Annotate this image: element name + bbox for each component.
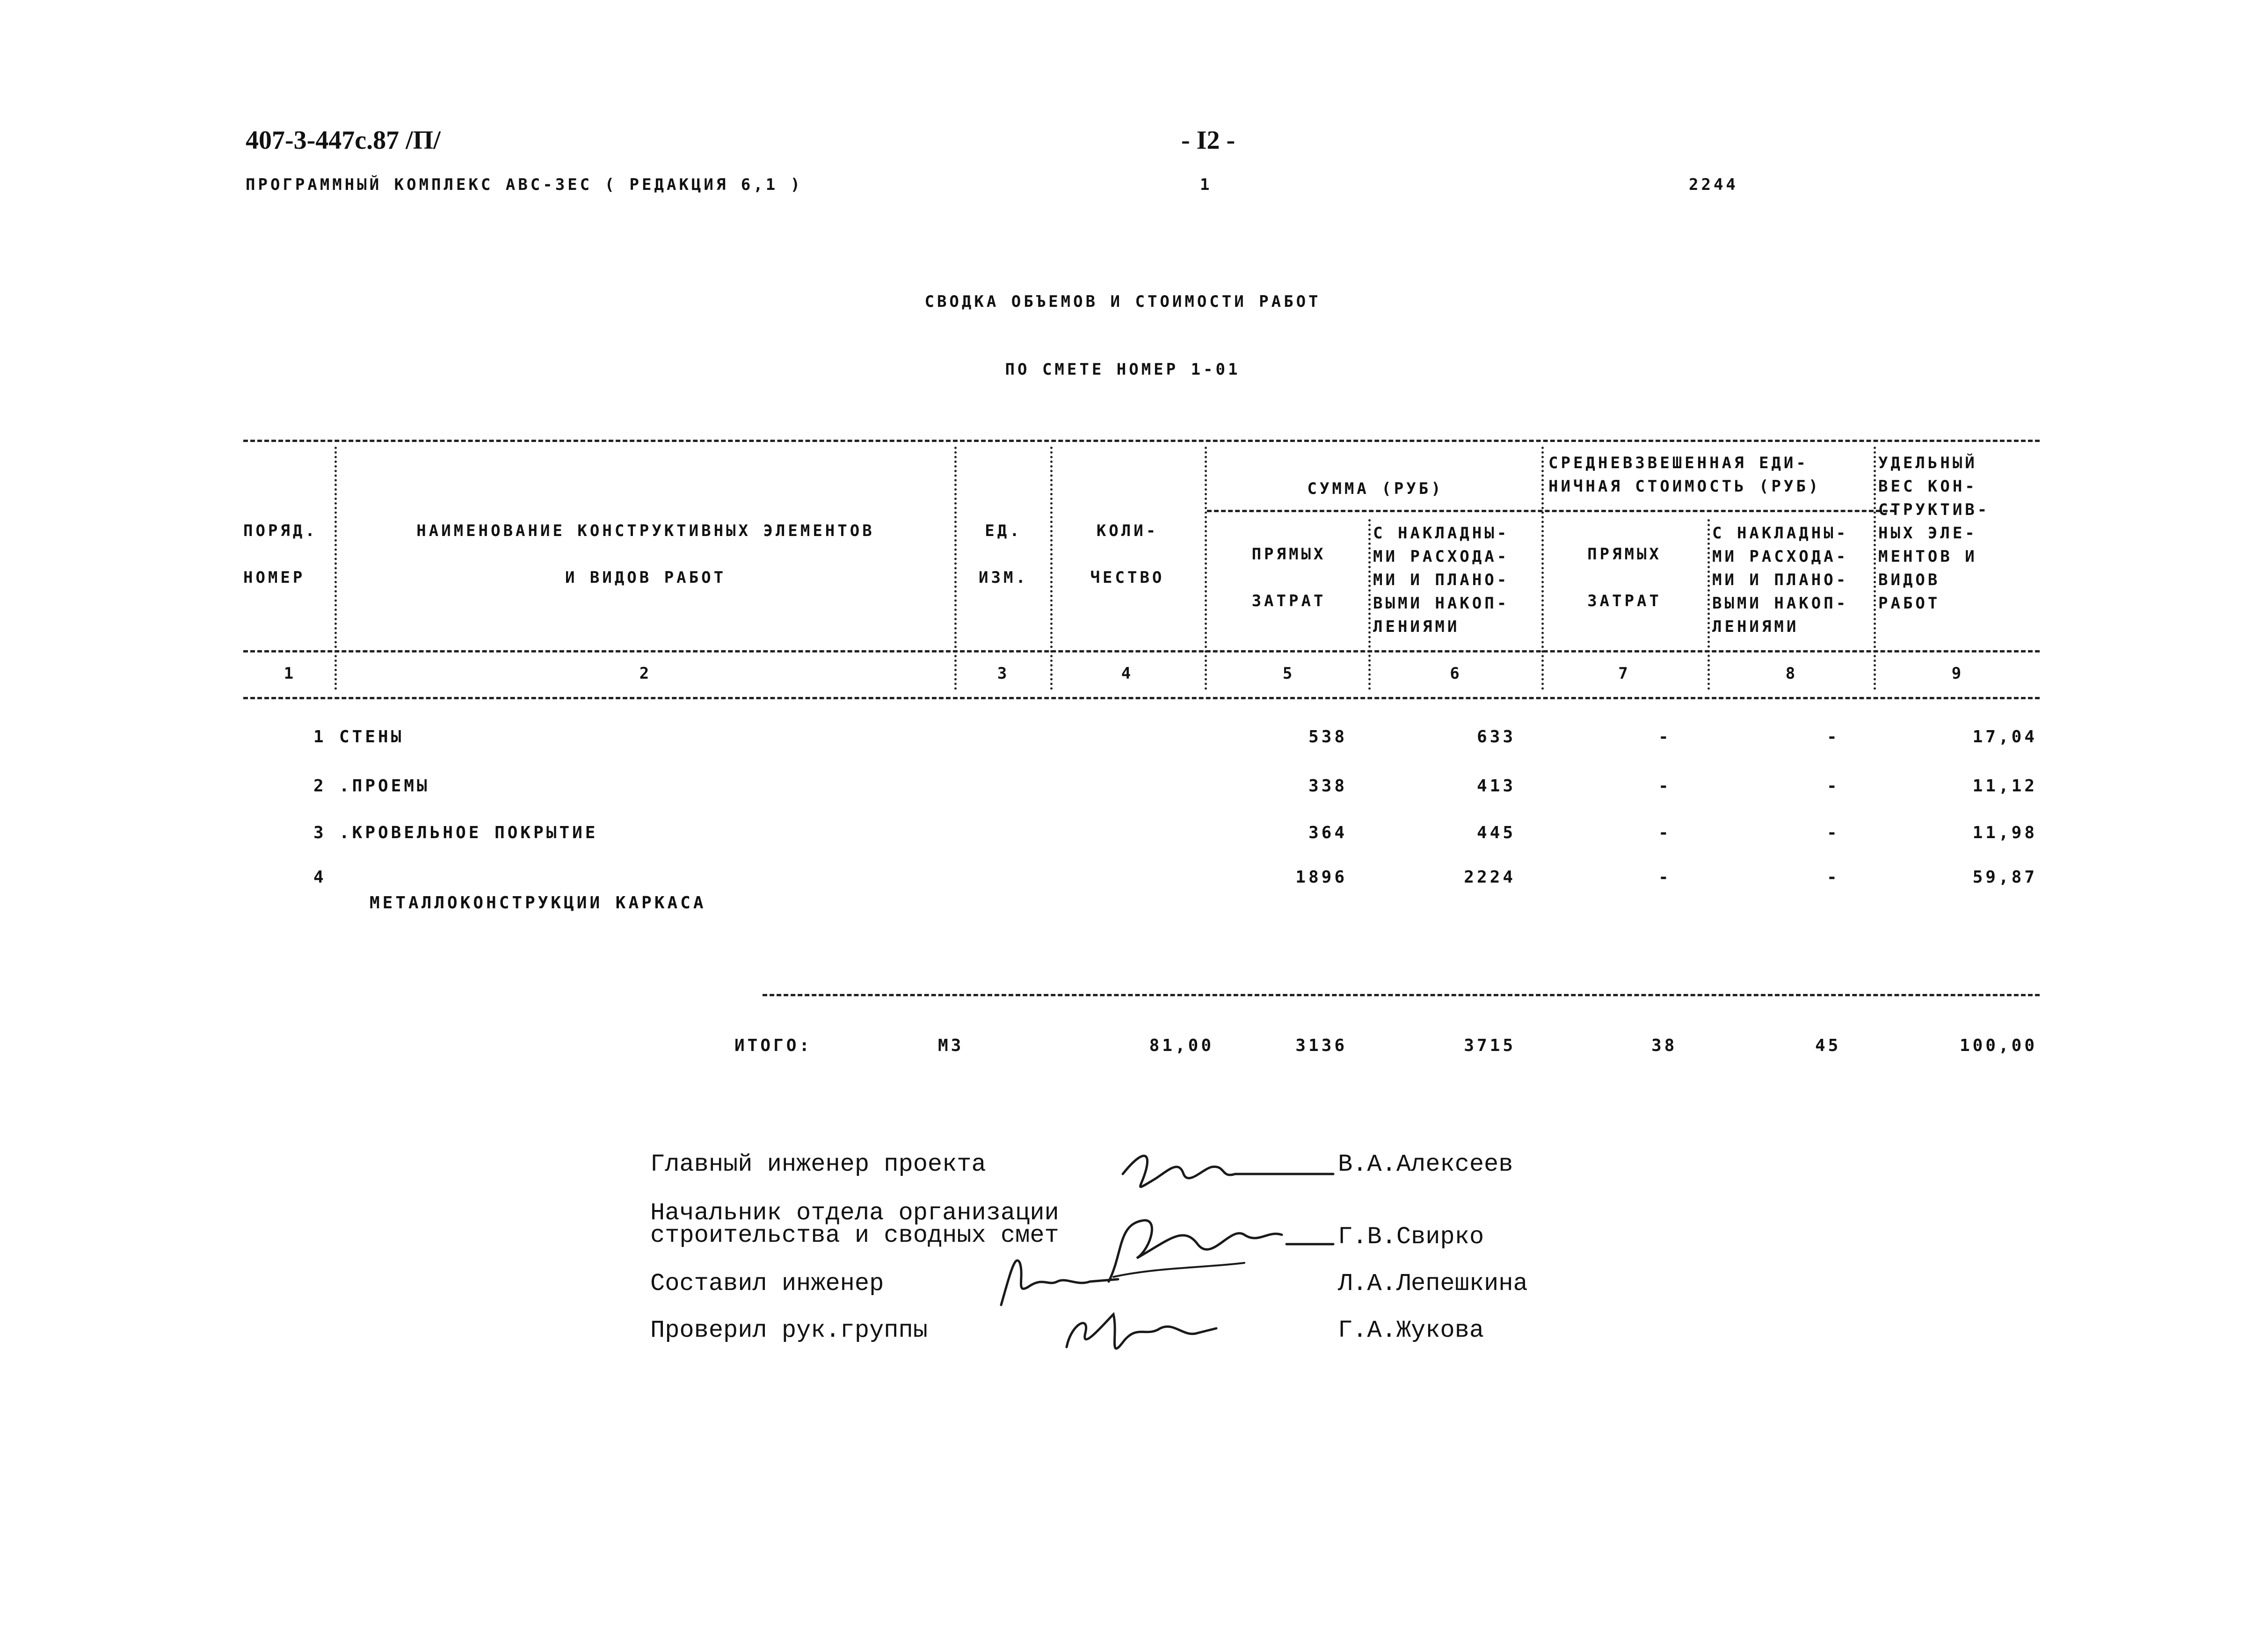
row2-direct: 338 xyxy=(1308,776,1347,796)
signer1-role: Главный инженер проекта xyxy=(650,1151,986,1178)
total-overhead: 3715 xyxy=(1464,1036,1516,1055)
header-col5: ПРЯМЫХ ЗАТРАТ xyxy=(1251,545,1326,610)
total-avg-overhead: 45 xyxy=(1815,1036,1841,1055)
row4-share: 59,87 xyxy=(1972,868,2037,887)
header-avg-group: СРЕДНЕВЗВЕШЕННАЯ ЕДИ- НИЧНАЯ СТОИМОСТЬ (РУБ) xyxy=(1548,454,1821,496)
row4-name: МЕТАЛЛОКОНСТРУКЦИИ КАРКАСА xyxy=(370,893,706,913)
row1-name: СТЕНЫ xyxy=(339,727,404,746)
total-unit: М3 xyxy=(938,1036,964,1055)
row4-overhead: 2224 xyxy=(1464,868,1516,887)
row2-overhead: 413 xyxy=(1476,776,1516,796)
col-sep-1 xyxy=(334,447,337,690)
column-numbers-rule xyxy=(243,697,2040,699)
colnum-5: 5 xyxy=(1282,664,1295,683)
col-sep-2 xyxy=(954,447,957,690)
row2-avg-overhead: - xyxy=(1827,776,1840,796)
row1-avg-overhead: - xyxy=(1827,727,1840,746)
colnum-8: 8 xyxy=(1785,664,1798,683)
col-sep-3 xyxy=(1050,447,1053,690)
row2-share: 11,12 xyxy=(1972,776,2037,796)
signer4-name: Г.А.Жукова xyxy=(1338,1317,1484,1344)
signer3-role: Составил инженер xyxy=(650,1270,884,1297)
signer2-role: Начальник отдела организации строительства и сводных смет xyxy=(650,1199,1059,1249)
colnum-9: 9 xyxy=(1951,664,1964,683)
total-rule xyxy=(763,994,2040,996)
row4-avg-overhead: - xyxy=(1827,868,1840,887)
signer1-name: В.А.Алексеев xyxy=(1338,1151,1513,1178)
row1-overhead: 633 xyxy=(1476,727,1516,746)
signer4-role: Проверил рук.группы xyxy=(650,1317,928,1344)
colnum-3: 3 xyxy=(997,664,1010,683)
col-sep-7 xyxy=(1708,519,1710,690)
row2-num: 2 xyxy=(313,776,327,796)
header-col7: ПРЯМЫХ ЗАТРАТ xyxy=(1587,545,1662,610)
header-sum-group: СУММА (РУБ) xyxy=(1307,479,1444,498)
header-col2: НАИМЕНОВАНИЕ КОНСТРУКТИВНЫХ ЭЛЕМЕНТОВ И ВИДОВ РАБОТ xyxy=(416,522,875,587)
colnum-1: 1 xyxy=(283,664,297,683)
header-col6: С НАКЛАДНЫ- МИ РАСХОДА- МИ И ПЛАНО- ВЫМИ НАКОП- ЛЕНИЯМИ xyxy=(1373,524,1510,636)
signature-1 xyxy=(1113,1141,1338,1197)
header-col4: КОЛИ- ЧЕСТВО xyxy=(1090,522,1165,587)
row3-direct: 364 xyxy=(1308,823,1347,842)
signer2-name: Г.В.Свирко xyxy=(1338,1223,1484,1251)
signer3-name: Л.А.Лепешкина xyxy=(1338,1270,1528,1297)
total-qty: 81,00 xyxy=(1149,1036,1214,1055)
row1-direct: 538 xyxy=(1308,727,1347,746)
colnum-2: 2 xyxy=(639,664,652,683)
row3-avg-overhead: - xyxy=(1827,823,1840,842)
program-line: ПРОГРАММНЫЙ КОМПЛЕКС АВС-3ЕС ( РЕДАКЦИЯ 6,1 ) xyxy=(246,175,803,194)
row2-name: .ПРОЕМЫ xyxy=(339,776,430,796)
row4-avg-direct: - xyxy=(1658,868,1671,887)
code-right: 2244 xyxy=(1689,175,1738,194)
total-label: ИТОГО: xyxy=(734,1036,813,1055)
header-col1: ПОРЯД. НОМЕР xyxy=(243,522,318,587)
row3-num: 3 xyxy=(313,823,327,842)
col-sep-8 xyxy=(1874,447,1876,690)
header-bottom-rule xyxy=(243,650,2040,652)
document-code: 407-3-447с.87 /П/ xyxy=(246,126,441,155)
row3-overhead: 445 xyxy=(1476,823,1516,842)
row3-share: 11,98 xyxy=(1972,823,2037,842)
total-share: 100,00 xyxy=(1959,1036,2037,1055)
row1-avg-direct: - xyxy=(1658,727,1671,746)
row4-direct: 1896 xyxy=(1295,868,1347,887)
total-direct: 3136 xyxy=(1295,1036,1347,1055)
signature-4 xyxy=(1053,1296,1221,1366)
header-col8: С НАКЛАДНЫ- МИ РАСХОДА- МИ И ПЛАНО- ВЫМИ НАКОП- ЛЕНИЯМИ xyxy=(1712,524,1849,636)
col-sep-4 xyxy=(1205,447,1207,690)
table-top-rule xyxy=(243,440,2040,442)
group-subheader-rule xyxy=(1207,510,1895,512)
report-title: СВОДКА ОБЪЕМОВ И СТОИМОСТИ РАБОТ xyxy=(924,292,1321,311)
row1-num: 1 xyxy=(313,727,327,746)
row2-avg-direct: - xyxy=(1658,776,1671,796)
colnum-4: 4 xyxy=(1121,664,1134,683)
row3-name: .КРОВЕЛЬНОЕ ПОКРЫТИЕ xyxy=(339,823,598,842)
page-number: - I2 - xyxy=(1181,126,1235,155)
col-sep-5 xyxy=(1368,519,1371,690)
colnum-7: 7 xyxy=(1618,664,1631,683)
header-col9: УДЕЛЬНЫЙ ВЕС КОН- СТРУКТИВ- НЫХ ЭЛЕ- МЕНТОВ И ВИДОВ РАБОТ xyxy=(1878,454,1990,613)
colnum-6: 6 xyxy=(1450,664,1462,683)
sheet-number: 1 xyxy=(1200,175,1213,194)
row3-avg-direct: - xyxy=(1658,823,1671,842)
header-col3: ЕД. ИЗМ. xyxy=(979,522,1028,587)
row4-num: 4 xyxy=(313,868,327,887)
estimate-number: ПО СМЕТЕ НОМЕР 1-01 xyxy=(1005,360,1241,379)
row1-share: 17,04 xyxy=(1972,727,2037,746)
total-avg-direct: 38 xyxy=(1651,1036,1678,1055)
